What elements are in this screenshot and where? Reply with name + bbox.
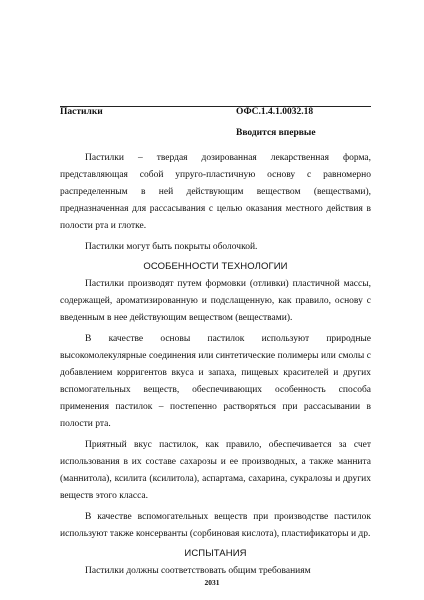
heading-technology: ОСОБЕННОСТИ ТЕХНОЛОГИИ xyxy=(143,261,288,272)
monograph-code: ОФС.1.4.1.0032.18 xyxy=(236,107,314,117)
header-rule xyxy=(60,106,371,107)
heading-tests: ИСПЫТАНИЯ xyxy=(184,548,247,559)
paragraph-definition: Пастилки – твердая дозированная лекарственная форма, представляющая собой упруго-пластичную основу с равномерно распределенным в ней действующим веществом (веществами), предназначенная для рассасывания с целью оказания местного действия в полости рта и глотке. xyxy=(60,153,371,231)
page-number: 2031 xyxy=(204,578,220,587)
monograph-header xyxy=(60,106,371,150)
monograph-code-block xyxy=(236,106,316,139)
paragraph-coating: Пастилки могут быть покрыты оболочкой. xyxy=(85,242,258,252)
introduction-note: Вводится впервые xyxy=(236,128,316,138)
paragraph-taste: Приятный вкус пастилок, как правило, обеспечивается за счет использования в их составе сахарозы и ее производных, а также маннита (маннитола), ксилита (ксилитола), аспартама, сахарина, сукралозы и других веществ этого класса. xyxy=(60,440,371,501)
paragraph-excipients: В качестве вспомогательных веществ при производстве пастилок используют также консерванты (сорбиновая кислота), пластификаторы и др. xyxy=(60,512,371,539)
document-body xyxy=(60,150,371,584)
monograph-title: Пастилки xyxy=(60,107,103,117)
paragraph-base: В качестве основы пастилок используют природные высокомолекулярные соединения или синтетические полимеры или смолы с добавлением корригентов вкуса и запаха, пищевых красителей и других вспомогательных веществ, обеспечивающих особенность способа применения пастилок – постепенно растворяться при рассасывании в полости рта. xyxy=(60,334,371,429)
paragraph-requirements: Пастилки должны соответствовать общим требованиям xyxy=(85,566,311,576)
paragraph-production: Пастилки производят путем формовки (отливки) пластичной массы, содержащей, ароматизированную и подслащенную, как правило, основу с введенным в нее действующим веществом (веществами). xyxy=(60,279,371,323)
